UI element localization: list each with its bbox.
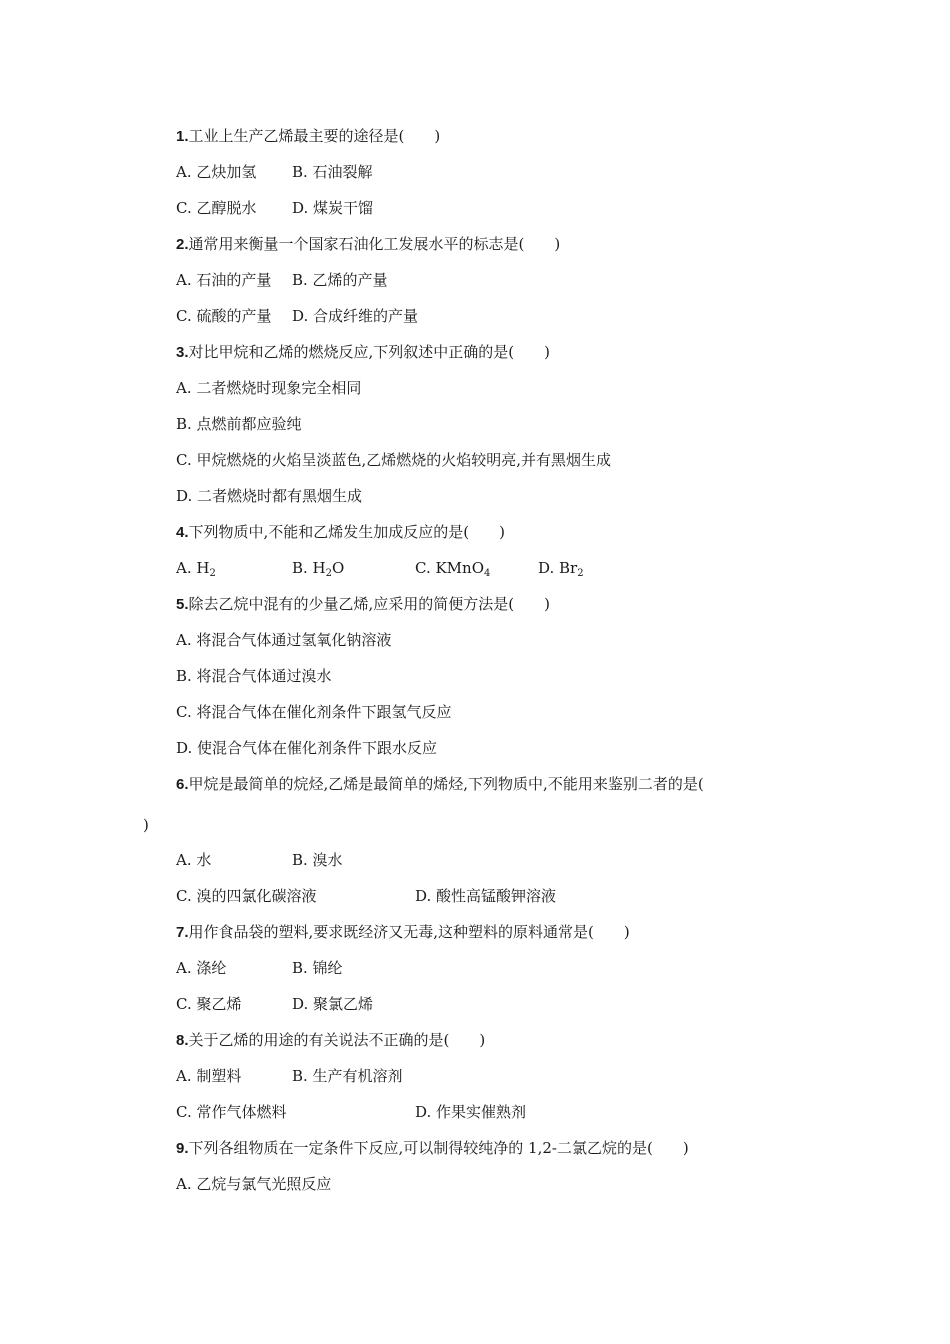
question-stem: 工业上生产乙烯最主要的途径是( ) (188, 127, 441, 145)
option-d: D. 聚氯乙烯 (292, 995, 374, 1013)
option-c-text: C. KMnO (415, 559, 485, 577)
option-b-suffix: O (332, 559, 345, 577)
question-7 (176, 922, 630, 943)
option-a-text: A. H (176, 559, 210, 577)
question-number: 1. (176, 128, 189, 145)
question-5 (176, 594, 550, 615)
question-6 (176, 774, 704, 795)
question-number: 4. (176, 524, 189, 541)
question-stem: 甲烷是最简单的烷烃,乙烯是最简单的烯烃,下列物质中,不能用来鉴别二者的是( (188, 775, 704, 793)
subscript: 4 (484, 568, 491, 579)
option-d: D. 使混合气体在催化剂条件下跟水反应 (176, 739, 438, 757)
option-a: A. 乙烷与氯气光照反应 (176, 1175, 332, 1193)
option-b: B. 锦纶 (292, 959, 343, 977)
option-a: A. 石油的产量 (176, 271, 272, 289)
option-d: D. 煤炭干馏 (292, 199, 374, 217)
question-stem: 下列物质中,不能和乙烯发生加成反应的是( ) (188, 523, 505, 541)
option-c: C. 乙醇脱水 (176, 199, 257, 217)
question-6-stem-continuation: ) (143, 816, 149, 834)
option-a: A. 制塑料 (176, 1067, 242, 1085)
option-b: B. 生产有机溶剂 (292, 1067, 403, 1085)
question-stem: 通常用来衡量一个国家石油化工发展水平的标志是( ) (188, 235, 561, 253)
option-a (176, 558, 216, 578)
question-4 (176, 522, 505, 543)
option-c: C. 将混合气体在催化剂条件下跟氢气反应 (176, 703, 452, 721)
option-c: C. 聚乙烯 (176, 995, 242, 1013)
option-a: A. 将混合气体通过氢氧化钠溶液 (176, 631, 392, 649)
option-a: A. 水 (176, 851, 212, 869)
option-c: C. 溴的四氯化碳溶液 (176, 887, 317, 905)
question-2 (176, 234, 560, 255)
option-d: D. 合成纤维的产量 (292, 307, 419, 325)
option-d: D. 酸性高锰酸钾溶液 (415, 887, 557, 905)
option-b: B. 将混合气体通过溴水 (176, 667, 332, 685)
option-d: D. 作果实催熟剂 (415, 1103, 527, 1121)
option-c: C. 硫酸的产量 (176, 307, 272, 325)
subscript: 2 (325, 568, 333, 579)
option-b: B. 溴水 (292, 851, 343, 869)
question-8 (176, 1030, 485, 1051)
question-number: 5. (176, 596, 189, 613)
option-b: B. 点燃前都应验纯 (176, 415, 302, 433)
option-c: C. 常作气体燃料 (176, 1103, 287, 1121)
option-c: C. 甲烷燃烧的火焰呈淡蓝色,乙烯燃烧的火焰较明亮,并有黑烟生成 (176, 451, 612, 469)
question-9 (176, 1138, 689, 1159)
question-3 (176, 342, 550, 363)
option-d-text: D. Br (538, 559, 578, 577)
question-stem: 关于乙烯的用途的有关说法不正确的是( ) (188, 1031, 486, 1049)
question-stem: 对比甲烷和乙烯的燃烧反应,下列叙述中正确的是( ) (188, 343, 550, 361)
subscript: 2 (209, 568, 216, 579)
question-number: 6. (176, 776, 189, 793)
question-number: 7. (176, 924, 189, 941)
question-1 (176, 126, 440, 147)
question-stem: 用作食品袋的塑料,要求既经济又无毒,这种塑料的原料通常是( ) (188, 923, 630, 941)
question-number: 3. (176, 344, 189, 361)
option-b (292, 558, 344, 578)
question-number: 2. (176, 236, 189, 253)
option-a: A. 二者燃烧时现象完全相同 (176, 379, 362, 397)
option-a: A. 涤纶 (176, 959, 227, 977)
question-number: 9. (176, 1140, 189, 1157)
option-a: A. 乙炔加氢 (176, 163, 257, 181)
option-d (538, 558, 584, 578)
option-d: D. 二者燃烧时都有黑烟生成 (176, 487, 363, 505)
question-stem: 下列各组物质在一定条件下反应,可以制得较纯净的 1,2-二氯乙烷的是( ) (188, 1139, 689, 1157)
option-b-text: B. H (292, 559, 326, 577)
option-b: B. 石油裂解 (292, 163, 373, 181)
option-c (415, 558, 490, 578)
question-stem: 除去乙烷中混有的少量乙烯,应采用的简便方法是( ) (188, 595, 550, 613)
option-b: B. 乙烯的产量 (292, 271, 388, 289)
question-number: 8. (176, 1032, 189, 1049)
subscript: 2 (577, 568, 584, 579)
